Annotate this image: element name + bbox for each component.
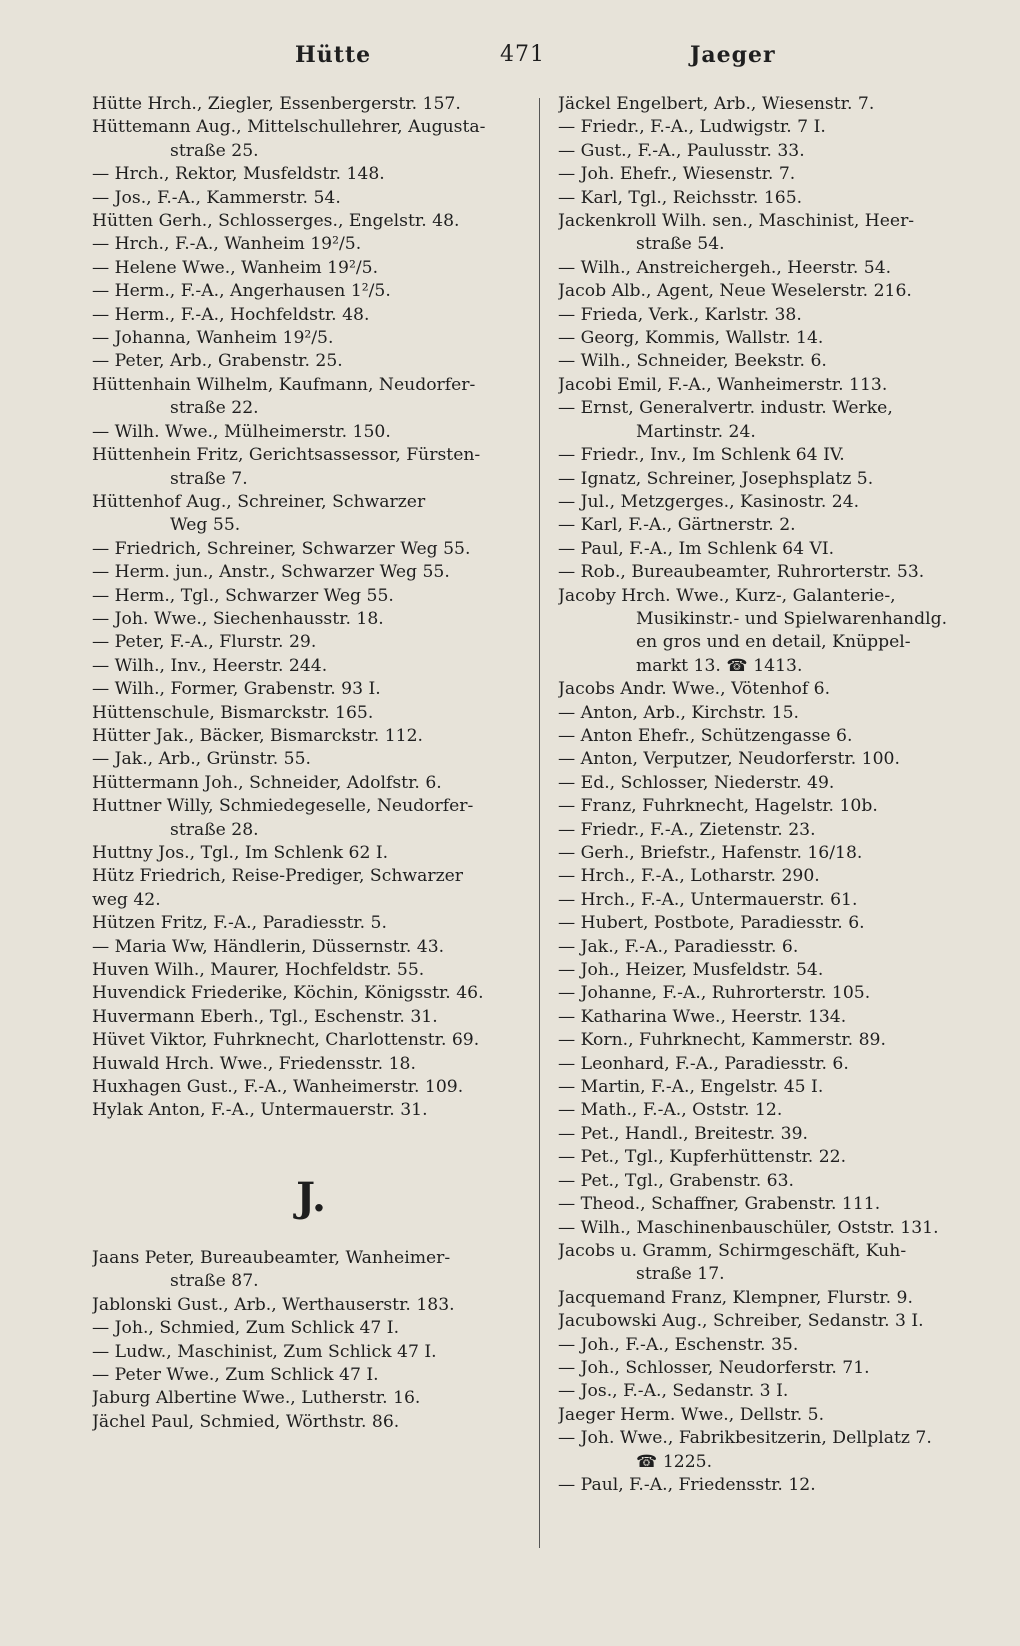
directory-entry: straße 7. <box>170 468 248 489</box>
right-column <box>558 93 990 1497</box>
running-head-right: Jaeger <box>690 42 776 68</box>
directory-entry: Jaeger Herm. Wwe., Dellstr. 5. <box>558 1404 825 1425</box>
directory-entry: straße 22. <box>170 398 259 419</box>
directory-entry: — Pet., Tgl., Kupferhüttenstr. 22. <box>558 1147 847 1168</box>
directory-entry: Jacobs u. Gramm, Schirmgeschäft, Kuh- <box>558 1240 907 1261</box>
directory-entry: — Hrch., Rektor, Musfeldstr. 148. <box>92 164 385 185</box>
directory-entry: — Katharina Wwe., Heerstr. 134. <box>558 1006 847 1027</box>
directory-entry: Huttner Willy, Schmiedegeselle, Neudorfer- <box>92 796 474 817</box>
directory-entry: Jacubowski Aug., Schreiber, Sedanstr. 3 I. <box>558 1311 924 1332</box>
left-entries-h <box>92 93 530 1123</box>
directory-entry: — Johanna, Wanheim 19²/5. <box>92 328 334 349</box>
directory-entry: straße 25. <box>170 140 259 161</box>
directory-entry: — Herm., F.-A., Hochfeldstr. 48. <box>92 304 370 325</box>
directory-entry: — Leonhard, F.-A., Paradiesstr. 6. <box>558 1053 849 1074</box>
directory-entry: Jaburg Albertine Wwe., Lutherstr. 16. <box>92 1388 421 1409</box>
directory-entry: — Wilh., Maschinenbauschüler, Oststr. 131. <box>558 1217 939 1238</box>
directory-entry: — Maria Ww, Händlerin, Düssernstr. 43. <box>92 936 445 957</box>
directory-entry: Hüttenhain Wilhelm, Kaufmann, Neudorfer- <box>92 374 476 395</box>
directory-entry: — Joh. Ehefr., Wiesenstr. 7. <box>558 164 796 185</box>
left-entries-j <box>92 1247 530 1434</box>
directory-entry: Hüvet Viktor, Fuhrknecht, Charlottenstr. 69. <box>92 1030 480 1051</box>
directory-entry: — Herm., Tgl., Schwarzer Weg 55. <box>92 585 394 606</box>
left-column <box>92 93 530 1434</box>
directory-entry: — Hrch., F.-A., Untermauerstr. 61. <box>558 889 858 910</box>
directory-entry: markt 13. ☎ 1413. <box>636 655 803 676</box>
directory-entry: — Ernst, Generalvertr. industr. Werke, <box>558 398 893 419</box>
directory-entry: Huxhagen Gust., F.-A., Wanheimerstr. 109. <box>92 1077 464 1098</box>
directory-entry: — Joh., Schmied, Zum Schlick 47 I. <box>92 1318 400 1339</box>
directory-entry: ☎ 1225. <box>636 1451 713 1472</box>
directory-entry: — Jos., F.-A., Sedanstr. 3 I. <box>558 1381 789 1402</box>
directory-entry: Hüttenhof Aug., Schreiner, Schwarzer <box>92 491 426 512</box>
directory-entry: Jablonski Gust., Arb., Werthauserstr. 183. <box>92 1294 455 1315</box>
directory-entry: — Wilh., Former, Grabenstr. 93 I. <box>92 679 381 700</box>
directory-entry: — Jak., Arb., Grünstr. 55. <box>92 749 312 770</box>
directory-entry: — Helene Wwe., Wanheim 19²/5. <box>92 257 379 278</box>
directory-entry: — Ludw., Maschinist, Zum Schlick 47 I. <box>92 1341 437 1362</box>
directory-entry: — Peter Wwe., Zum Schlick 47 I. <box>92 1364 379 1385</box>
directory-entry: Hüttemann Aug., Mittelschullehrer, Augusta- <box>92 117 486 138</box>
directory-entry: Hüttermann Joh., Schneider, Adolfstr. 6. <box>92 772 442 793</box>
running-head-left: Hütte <box>295 42 372 68</box>
directory-entry: Hüttenhein Fritz, Gerichtsassessor, Fürsten- <box>92 445 481 466</box>
directory-entry: — Karl, F.-A., Gärtnerstr. 2. <box>558 515 796 536</box>
directory-entry: — Herm., F.-A., Angerhausen 1²/5. <box>92 281 391 302</box>
directory-entry: Huvendick Friederike, Köchin, Königsstr. 46. <box>92 983 484 1004</box>
directory-entry: — Jak., F.-A., Paradiesstr. 6. <box>558 936 799 957</box>
directory-entry: — Ed., Schlosser, Niederstr. 49. <box>558 772 835 793</box>
directory-entry: — Joh. Wwe., Siechenhausstr. 18. <box>92 608 384 629</box>
directory-entry: Musikinstr.- und Spielwarenhandlg. <box>636 608 948 629</box>
directory-entry: Jacoby Hrch. Wwe., Kurz-, Galanterie-, <box>558 585 896 606</box>
directory-entry: straße 87. <box>170 1271 259 1292</box>
directory-entry: straße 17. <box>636 1264 725 1285</box>
directory-entry: — Hrch., F.-A., Wanheim 19²/5. <box>92 234 362 255</box>
directory-entry: — Hubert, Postbote, Paradiesstr. 6. <box>558 913 865 934</box>
directory-entry: — Joh., Heizer, Musfeldstr. 54. <box>558 960 824 981</box>
directory-entry: — Jos., F.-A., Kammerstr. 54. <box>92 187 341 208</box>
directory-entry: — Theod., Schaffner, Grabenstr. 111. <box>558 1194 881 1215</box>
directory-entry: Hütter Jak., Bäcker, Bismarckstr. 112. <box>92 725 424 746</box>
directory-entry: — Friedr., F.-A., Zietenstr. 23. <box>558 819 816 840</box>
directory-entry: — Joh., F.-A., Eschenstr. 35. <box>558 1334 799 1355</box>
directory-entry: — Friedrich, Schreiner, Schwarzer Weg 55. <box>92 538 471 559</box>
directory-entry: Weg 55. <box>170 515 241 536</box>
directory-entry: — Frieda, Verk., Karlstr. 38. <box>558 304 802 325</box>
directory-entry: — Pet., Tgl., Grabenstr. 63. <box>558 1170 795 1191</box>
directory-entry: — Franz, Fuhrknecht, Hagelstr. 10b. <box>558 796 878 817</box>
directory-entry: Jacobs Andr. Wwe., Vötenhof 6. <box>558 679 831 700</box>
column-divider <box>539 98 540 1548</box>
directory-entry: — Pet., Handl., Breitestr. 39. <box>558 1123 809 1144</box>
directory-entry: Huttny Jos., Tgl., Im Schlenk 62 I. <box>92 843 389 863</box>
directory-entry: — Hrch., F.-A., Lotharstr. 290. <box>558 866 820 887</box>
directory-entry: Jaans Peter, Bureaubeamter, Wanheimer- <box>92 1247 451 1268</box>
directory-entry: Hüttenschule, Bismarckstr. 165. <box>92 702 374 723</box>
directory-entry: Hütten Gerh., Schlosserges., Engelstr. 48. <box>92 211 460 232</box>
directory-entry: — Herm. jun., Anstr., Schwarzer Weg 55. <box>92 562 450 583</box>
directory-entry: — Ignatz, Schreiner, Josephsplatz 5. <box>558 468 874 489</box>
directory-entry: straße 54. <box>636 234 725 255</box>
directory-entry: Jäckel Engelbert, Arb., Wiesenstr. 7. <box>558 94 875 114</box>
directory-entry: — Wilh., Anstreichergeh., Heerstr. 54. <box>558 257 892 278</box>
directory-entry: Hützen Fritz, F.-A., Paradiesstr. 5. <box>92 913 387 934</box>
directory-entry: — Paul, F.-A., Friedensstr. 12. <box>558 1474 816 1495</box>
page-number: 471 <box>500 42 545 67</box>
section-letter: J. <box>296 1173 326 1221</box>
directory-entry: — Peter, F.-A., Flurstr. 29. <box>92 632 317 653</box>
directory-entry: — Korn., Fuhrknecht, Kammerstr. 89. <box>558 1030 886 1051</box>
directory-entry: — Joh., Schlosser, Neudorferstr. 71. <box>558 1357 870 1378</box>
directory-entry: — Gust., F.-A., Paulusstr. 33. <box>558 140 805 161</box>
directory-entry: Jackenkroll Wilh. sen., Maschinist, Heer- <box>558 211 915 232</box>
directory-entry: Hütte Hrch., Ziegler, Essenbergerstr. 157. <box>92 94 461 114</box>
directory-entry: Hütz Friedrich, Reise-Prediger, Schwarzer <box>92 866 464 887</box>
directory-entry: — Friedr., F.-A., Ludwigstr. 7 I. <box>558 117 826 138</box>
directory-entry: — Friedr., Inv., Im Schlenk 64 IV. <box>558 445 845 466</box>
directory-entry: Huvermann Eberh., Tgl., Eschenstr. 31. <box>92 1006 438 1027</box>
directory-entry: — Joh. Wwe., Fabrikbesitzerin, Dellplatz 7. <box>558 1428 932 1449</box>
directory-entry: Jacquemand Franz, Klempner, Flurstr. 9. <box>558 1287 913 1308</box>
directory-entry: — Martin, F.-A., Engelstr. 45 I. <box>558 1077 824 1098</box>
directory-entry: — Wilh. Wwe., Mülheimerstr. 150. <box>92 421 391 442</box>
directory-entry: — Jul., Metzgerges., Kasinostr. 24. <box>558 491 860 512</box>
directory-entry: — Math., F.-A., Oststr. 12. <box>558 1100 783 1121</box>
directory-entry: Martinstr. 24. <box>636 421 756 442</box>
directory-entry: — Johanne, F.-A., Ruhrorterstr. 105. <box>558 983 871 1004</box>
directory-entry: Jacobi Emil, F.-A., Wanheimerstr. 113. <box>558 374 888 395</box>
directory-entry: — Karl, Tgl., Reichsstr. 165. <box>558 187 803 208</box>
directory-entry: — Wilh., Schneider, Beekstr. 6. <box>558 351 827 372</box>
directory-entry: — Gerh., Briefstr., Hafenstr. 16/18. <box>558 843 863 863</box>
directory-entry: — Peter, Arb., Grabenstr. 25. <box>92 351 343 372</box>
directory-entry: — Paul, F.-A., Im Schlenk 64 VI. <box>558 538 835 559</box>
directory-entry: en gros und en detail, Knüppel- <box>636 632 911 653</box>
directory-entry: — Anton, Arb., Kirchstr. 15. <box>558 702 799 723</box>
directory-entry: — Georg, Kommis, Wallstr. 14. <box>558 328 824 349</box>
directory-entry: — Anton Ehefr., Schützengasse 6. <box>558 725 853 746</box>
directory-entry: — Rob., Bureaubeamter, Ruhrorterstr. 53. <box>558 562 925 583</box>
directory-entry: Huven Wilh., Maurer, Hochfeldstr. 55. <box>92 960 425 981</box>
directory-entry: — Anton, Verputzer, Neudorferstr. 100. <box>558 749 900 770</box>
directory-entry: Jacob Alb., Agent, Neue Weselerstr. 216. <box>558 281 912 302</box>
directory-entry: Huwald Hrch. Wwe., Friedensstr. 18. <box>92 1053 416 1074</box>
directory-entry: Hylak Anton, F.-A., Untermauerstr. 31. <box>92 1100 428 1121</box>
directory-entry: straße 28. <box>170 819 259 840</box>
directory-entry: — Wilh., Inv., Heerstr. 244. <box>92 655 328 676</box>
directory-entry: weg 42. <box>92 889 161 910</box>
directory-entry: Jächel Paul, Schmied, Wörthstr. 86. <box>92 1411 400 1432</box>
right-entries <box>558 93 990 1497</box>
